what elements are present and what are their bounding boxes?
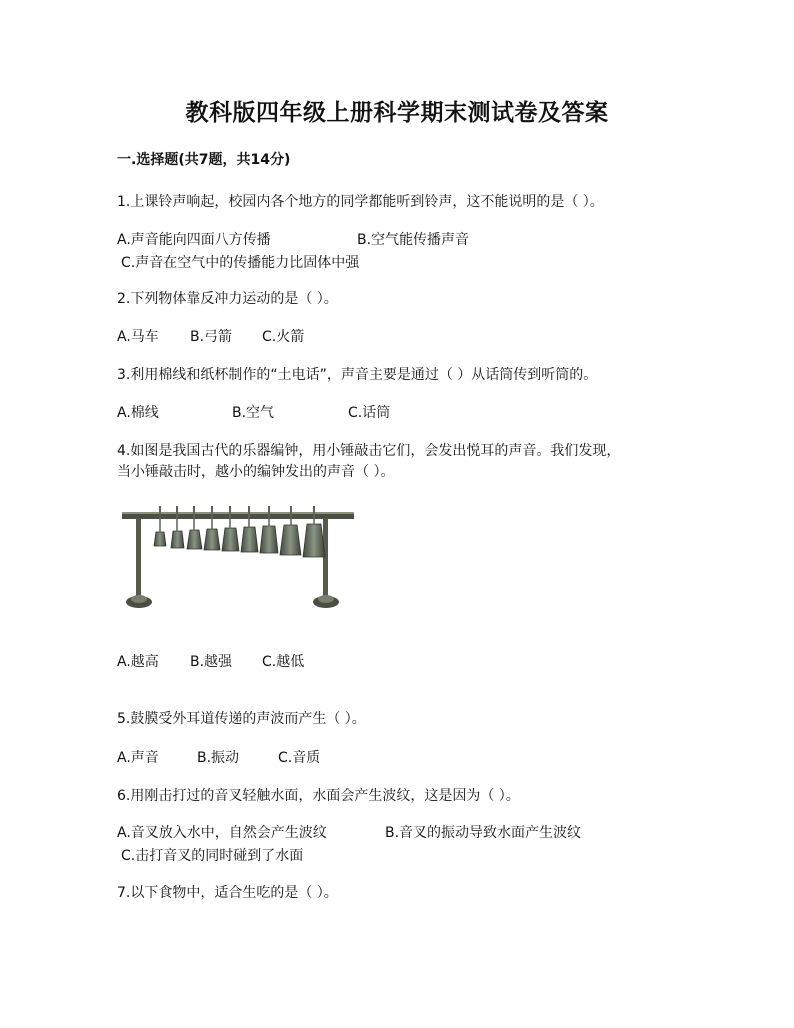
question-4-option-b: B.越强 — [190, 654, 233, 670]
question-6-option-a: A.音叉放入水中，自然会产生波纹 — [117, 825, 327, 841]
question-6-option-c: C.击打音叉的同时碰到了水面 — [121, 848, 304, 864]
question-2-option-c: C.火箭 — [262, 329, 305, 345]
question-3-option-b: B.空气 — [232, 405, 275, 421]
question-1-option-b: B.空气能传播声音 — [357, 232, 470, 248]
question-4-option-a: A.越高 — [117, 654, 159, 670]
question-4-option-c: C.越低 — [262, 654, 305, 670]
bianzhong-bells-image — [118, 496, 358, 614]
question-6-stem: 6.用刚击打过的音叉轻触水面，水面会产生波纹，这是因为（ ）。 — [117, 788, 520, 804]
question-1-stem: 1.上课铃声响起，校园内各个地方的同学都能听到铃声，这不能说明的是（ ）。 — [117, 194, 604, 210]
page-title: 教科版四年级上册科学期末测试卷及答案 — [185, 99, 609, 126]
question-4-stem-line-1: 4.如图是我国古代的乐器编钟，用小锤敲击它们，会发出悦耳的声音。我们发现， — [117, 443, 621, 459]
question-7-stem: 7.以下食物中，适合生吃的是（ ）。 — [117, 885, 338, 901]
question-4-stem-line-2: 当小锤敲击时，越小的编钟发出的声音（ ）。 — [117, 464, 395, 480]
question-2-option-b: B.弓箭 — [190, 329, 233, 345]
question-3-option-a: A.棉线 — [117, 405, 159, 421]
question-6-option-b: B.音叉的振动导致水面产生波纹 — [385, 825, 582, 841]
question-1-option-c: C.声音在空气中的传播能力比固体中强 — [121, 255, 360, 271]
question-2-option-a: A.马车 — [117, 329, 159, 345]
question-5-option-a: A.声音 — [117, 750, 159, 766]
question-5-option-b: B.振动 — [197, 750, 240, 766]
question-5-stem: 5.鼓膜受外耳道传递的声波而产生（ ）。 — [117, 711, 366, 727]
question-5-option-c: C.音质 — [278, 750, 321, 766]
question-2-stem: 2.下列物体靠反冲力运动的是（ ）。 — [117, 291, 338, 307]
question-3-stem: 3.利用棉线和纸杯制作的“土电话”，声音主要是通过（ ）从话筒传到听筒的。 — [117, 367, 598, 383]
question-1-option-a: A.声音能向四面八方传播 — [117, 232, 271, 248]
question-3-option-c: C.话筒 — [348, 405, 391, 421]
section-heading: 一.选择题(共7题，共14分) — [117, 152, 291, 168]
